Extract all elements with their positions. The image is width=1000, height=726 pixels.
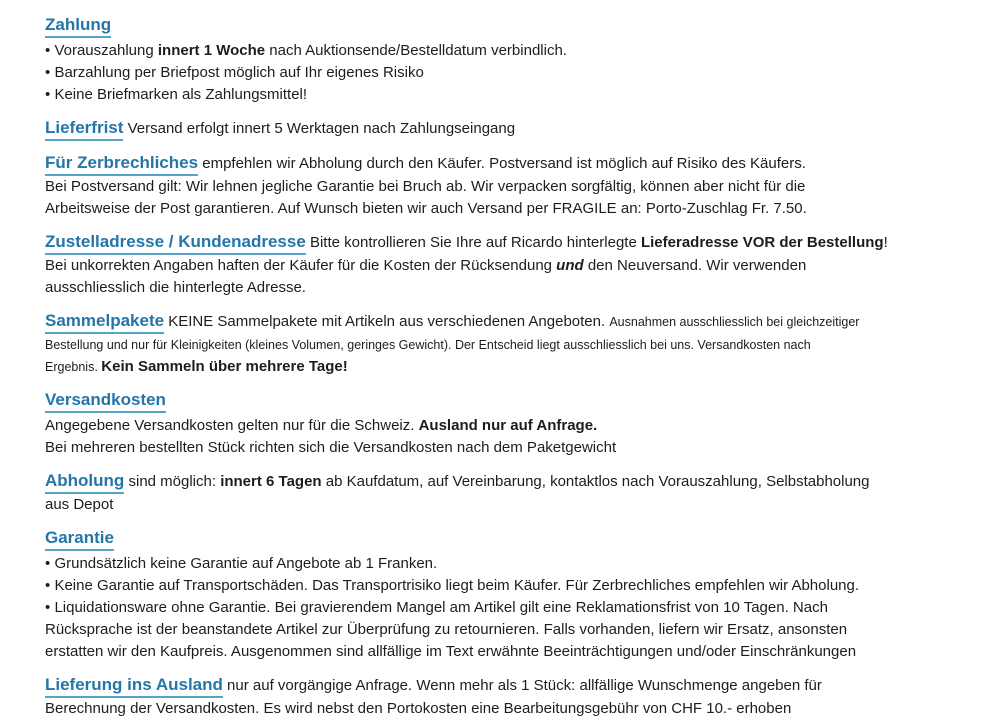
body-text: Liquidationsware ohne Garantie. Bei gravierendem Mangel am Artikel gilt eine Reklamationsfrist von 10 Tagen. Nach — [54, 599, 828, 616]
body-text: Keine Briefmarken als Zahlungsmittel! — [54, 86, 308, 103]
section-versandkosten — [45, 389, 962, 459]
bullet-icon: • — [45, 64, 51, 81]
bullet-item — [45, 62, 962, 84]
text-line — [45, 255, 962, 277]
heading-ausland: Lieferung ins Ausland — [45, 674, 223, 698]
heading-sammelpakete: Sammelpakete — [45, 310, 164, 334]
body-text: Bei Postversand gilt: Wir lehnen jegliche Garantie bei Bruch ab. Wir verpacken sorgfältig, können aber nicht für die — [45, 178, 806, 195]
bold-text: innert 6 Tagen — [220, 473, 322, 490]
text-line — [45, 641, 962, 663]
bold-text: Kein Sammeln über mehrere Tage! — [101, 358, 348, 375]
body-text: Berechnung der Versandkosten. Es wird nebst den Portokosten eine Bearbeitungsgebühr von CHF 10.- erhoben — [45, 700, 792, 717]
text-line — [45, 674, 962, 698]
bold-text: Lieferadresse VOR der Bestellung — [640, 234, 884, 251]
body-text: Arbeitsweise der Post garantieren. Auf Wunsch bieten wir auch Versand per FRAGILE an: Porto-Zuschlag Fr. 7.50. — [45, 200, 807, 217]
section-abholung — [45, 470, 962, 516]
bullet-item — [45, 553, 962, 575]
section-garantie — [45, 527, 962, 663]
body-text: Rücksprache ist der beanstandete Artikel zur Überprüfung zu retournieren. Falls vorhanden, liefern wir Ersatz, ansonsten — [45, 621, 848, 638]
text-line — [45, 470, 962, 494]
body-text: nur auf vorgängige Anfrage. Wenn mehr als 1 Stück: allfällige Wunschmenge angeben für — [222, 677, 822, 694]
section-ausland — [45, 674, 962, 720]
heading-row — [45, 389, 962, 413]
section-lieferfrist — [45, 117, 962, 141]
body-text: Barzahlung per Briefpost möglich auf Ihr eigenes Risiko — [54, 64, 424, 81]
bullet-icon: • — [45, 86, 51, 103]
text-line — [45, 334, 962, 356]
text-line — [45, 117, 962, 141]
heading-zerbrechliches: Für Zerbrechliches — [45, 152, 198, 176]
bold-italic-text: und — [556, 257, 584, 274]
bullet-item — [45, 597, 962, 619]
heading-row — [45, 527, 962, 551]
text-line — [45, 231, 962, 255]
text-line — [45, 698, 962, 720]
body-text: ab Kaufdatum, auf Vereinbarung, kontaktlos nach Vorauszahlung, Selbstabholung — [321, 473, 870, 490]
section-sammelpakete — [45, 310, 962, 378]
bullet-icon: • — [45, 577, 51, 594]
body-text: Angegebene Versandkosten gelten nur für die Schweiz. — [45, 417, 419, 434]
bold-text: innert 1 Woche — [157, 42, 266, 59]
body-text: Bei mehreren bestellten Stück richten sich die Versandkosten nach dem Paketgewicht — [45, 439, 617, 456]
section-zerbrechliches — [45, 152, 962, 220]
body-text: aus Depot — [45, 496, 114, 513]
body-text: Bitte kontrollieren Sie Ihre auf Ricardo hinterlegte — [305, 234, 641, 251]
heading-abholung: Abholung — [45, 470, 124, 494]
small-text: Bestellung und nur für Kleinigkeiten (kleines Volumen, geringes Gewicht). Der Entscheid liegt ausschliesslich bei uns. Versandkosten nach — [45, 338, 811, 352]
body-text: Vorauszahlung — [54, 42, 158, 59]
text-line — [45, 437, 962, 459]
bullet-item — [45, 40, 962, 62]
body-text: Versand erfolgt innert 5 Werktagen nach Zahlungseingang — [123, 120, 516, 137]
small-text: Ausnahmen ausschliesslich bei gleichzeitiger — [609, 315, 860, 329]
body-text: den Neuversand. Wir verwenden — [583, 257, 807, 274]
bold-text: Ausland nur auf Anfrage. — [418, 417, 598, 434]
text-line — [45, 198, 962, 220]
heading-versandkosten: Versandkosten — [45, 389, 166, 413]
heading-lieferfrist: Lieferfrist — [45, 117, 123, 141]
body-text: nach Auktionsende/Bestelldatum verbindlich. — [265, 42, 567, 59]
bullet-item — [45, 575, 962, 597]
body-text: Grundsätzlich keine Garantie auf Angebote ab 1 Franken. — [54, 555, 438, 572]
bullet-icon: • — [45, 599, 51, 616]
body-text: Keine Garantie auf Transportschäden. Das Transportrisiko liegt beim Käufer. Für Zerbrechliches empfehlen wir Abholung. — [54, 577, 860, 594]
body-text: sind möglich: — [124, 473, 221, 490]
section-zustelladresse — [45, 231, 962, 299]
body-text: empfehlen wir Abholung durch den Käufer. Postversand ist möglich auf Risiko des Käufers. — [198, 155, 806, 172]
text-line — [45, 494, 962, 516]
bullet-icon: • — [45, 42, 51, 59]
heading-garantie: Garantie — [45, 527, 114, 551]
body-text: erstatten wir den Kaufpreis. Ausgenommen sind allfällige im Text erwähnte Beeinträchtigungen und/oder Einschränkungen — [45, 643, 857, 660]
text-line — [45, 619, 962, 641]
text-line — [45, 310, 962, 334]
text-line — [45, 152, 962, 176]
text-line — [45, 356, 962, 378]
small-text: Ergebnis. — [45, 360, 102, 374]
heading-zahlung: Zahlung — [45, 14, 111, 38]
heading-zustelladresse: Zustelladresse / Kundenadresse — [45, 231, 306, 255]
text-line — [45, 176, 962, 198]
heading-row — [45, 14, 962, 38]
text-line — [45, 415, 962, 437]
bullet-icon: • — [45, 555, 51, 572]
bullet-item — [45, 84, 962, 106]
body-text: KEINE Sammelpakete mit Artikeln aus verschiedenen Angeboten. — [164, 313, 610, 330]
body-text: Bei unkorrekten Angaben haften der Käufer für die Kosten der Rücksendung — [45, 257, 557, 274]
section-zahlung — [45, 14, 962, 106]
text-line — [45, 277, 962, 299]
body-text: ! — [883, 234, 888, 251]
body-text: ausschliesslich die hinterlegte Adresse. — [45, 279, 306, 296]
